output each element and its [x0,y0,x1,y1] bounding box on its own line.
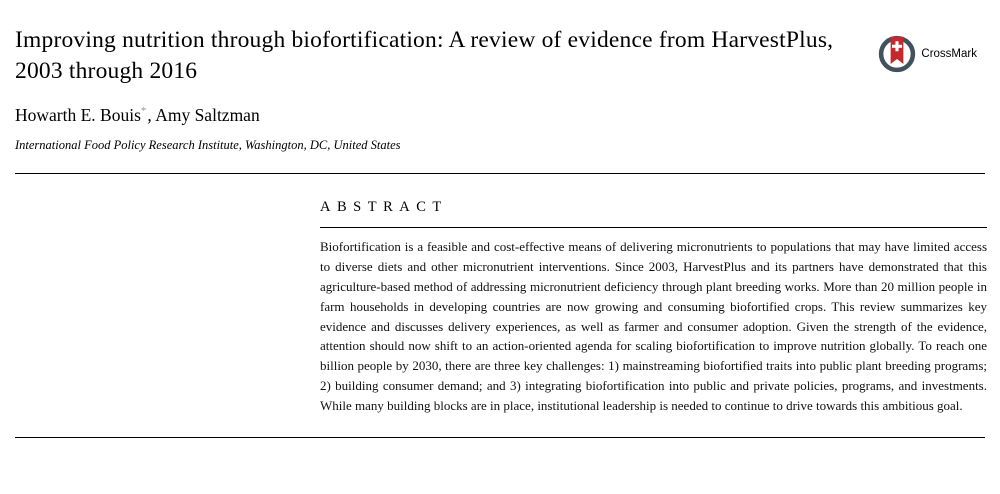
paper-title: Improving nutrition through biofortification: A review of evidence from HarvestPlus, 2003 through 2016 [15,27,834,85]
abstract-text: Biofortification is a feasible and cost-effective means of delivering micronutrients to populations that may have limited access to diverse diets and other micronutrient interventions. Since 2003, HarvestPlus and its partners have demonstrated that this agriculture-based method of addressing micronutrient deficiency through plant breeding works. More than 20 million people in farm households in developing countries are now growing and consuming biofortified crops. This review summarizes key evidence and discusses delivery experiences, as well as farmer and consumer adoption. Given the strength of the evidence, attention should now shift to an action-oriented agenda for scaling biofortification to improve nutrition globally. To reach one billion people by 2030, there are three key challenges: 1) mainstreaming biofortified traits into public plant breeding programs; 2) building consumer demand; and 3) integrating biofortification into public and private policies, programs, and investments. While many building blocks are in place, institutional leadership is needed to continue to drive towards this ambitious goal. [320,239,987,414]
crossmark-label: CrossMark [921,48,977,60]
footer-divider [15,437,985,438]
crossmark-icon [877,34,917,74]
abstract-section [320,174,987,416]
corresponding-author-marker: * [140,105,147,118]
abstract-divider [320,227,987,228]
crossmark-badge[interactable] [874,32,980,76]
author-name-1: Howarth E. Bouis [15,105,141,126]
authors-line [15,105,985,126]
abstract-heading: ABSTRACT [320,199,448,216]
affiliation: International Food Policy Research Institute, Washington, DC, United States [15,138,401,153]
author-name-2: Amy Saltzman [155,105,260,126]
author-separator: , [147,105,156,126]
